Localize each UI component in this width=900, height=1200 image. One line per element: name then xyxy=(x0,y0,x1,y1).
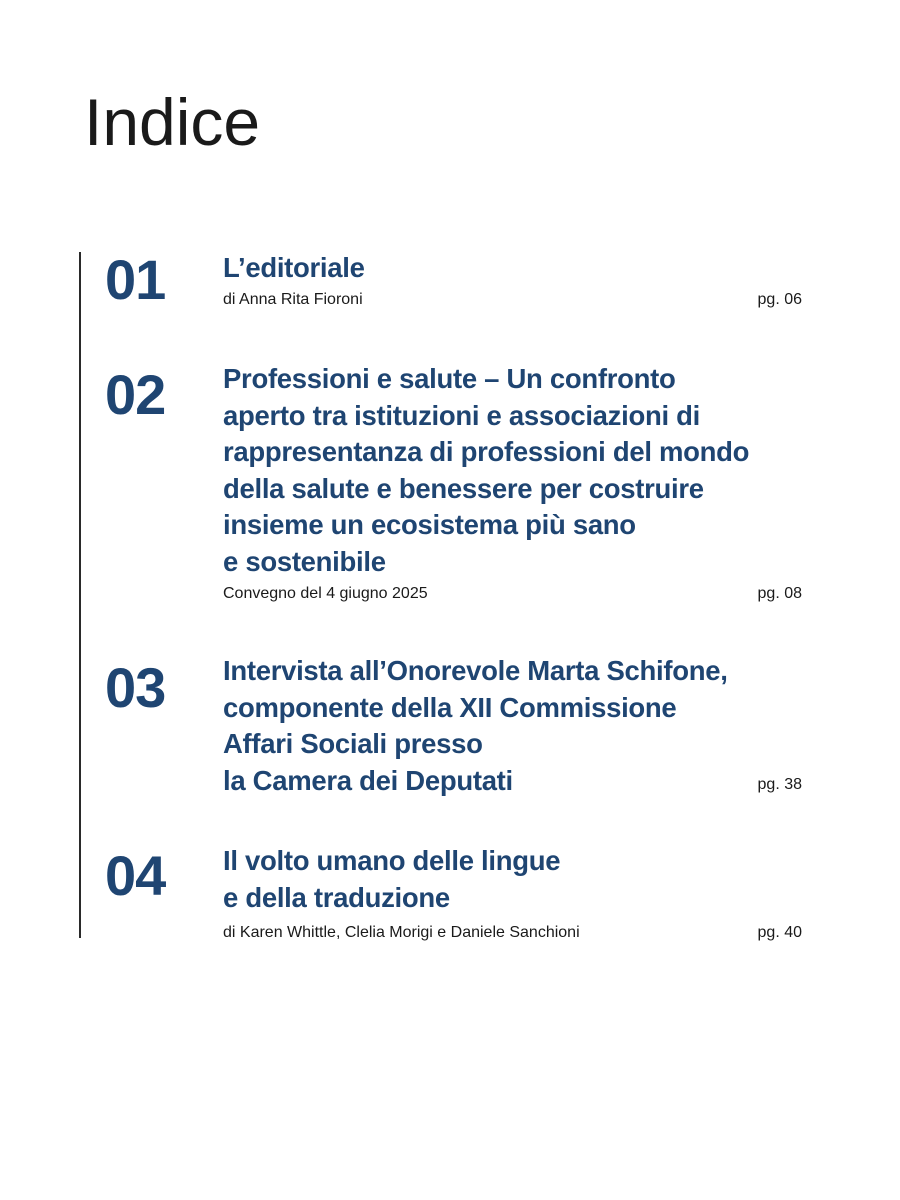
entry-title-line: della salute e benessere per costruire xyxy=(223,472,704,504)
entry-title xyxy=(223,843,793,916)
entry-title-line: rappresentanza di professioni del mondo xyxy=(223,436,750,467)
entry-number: 03 xyxy=(105,656,166,719)
entry-page-number: pg. 08 xyxy=(757,585,802,602)
entry-number: 04 xyxy=(105,844,166,907)
toc-vertical-rule xyxy=(79,252,81,938)
entry-authors: di Karen Whittle, Clelia Morigi e Daniele Sanchioni xyxy=(223,924,580,941)
entry-title-line: Professioni e salute – Un confronto xyxy=(223,363,676,394)
entry-title-line: la Camera dei Deputati xyxy=(223,764,513,796)
entry-page-number: pg. 06 xyxy=(757,291,802,308)
entry-title-line: e della traduzione xyxy=(223,881,450,913)
entry-title-line: insieme un ecosistema più sano xyxy=(223,509,636,540)
page-title: Indice xyxy=(84,85,261,159)
entry-event: Convegno del 4 giugno 2025 xyxy=(223,585,428,602)
entry-number: 01 xyxy=(105,248,166,311)
entry-title-line: e sostenibile xyxy=(223,545,386,577)
entry-author: di Anna Rita Fioroni xyxy=(223,291,363,308)
entry-title xyxy=(223,250,793,287)
entry-title xyxy=(223,361,793,580)
entry-title-line: Il volto umano delle lingue xyxy=(223,845,561,876)
entry-number: 02 xyxy=(105,363,166,426)
entry-page-number: pg. 38 xyxy=(757,776,802,793)
entry-title-line: Affari Sociali presso xyxy=(223,728,483,759)
entry-page-number: pg. 40 xyxy=(757,924,802,941)
entry-title-line: Intervista all’Onorevole Marta Schifone, xyxy=(223,655,728,686)
entry-title-line: aperto tra istituzioni e associazioni di xyxy=(223,399,700,431)
entry-title-line: L’editoriale xyxy=(223,252,365,283)
entry-title-line: componente della XII Commissione xyxy=(223,691,677,723)
entry-title xyxy=(223,653,793,799)
